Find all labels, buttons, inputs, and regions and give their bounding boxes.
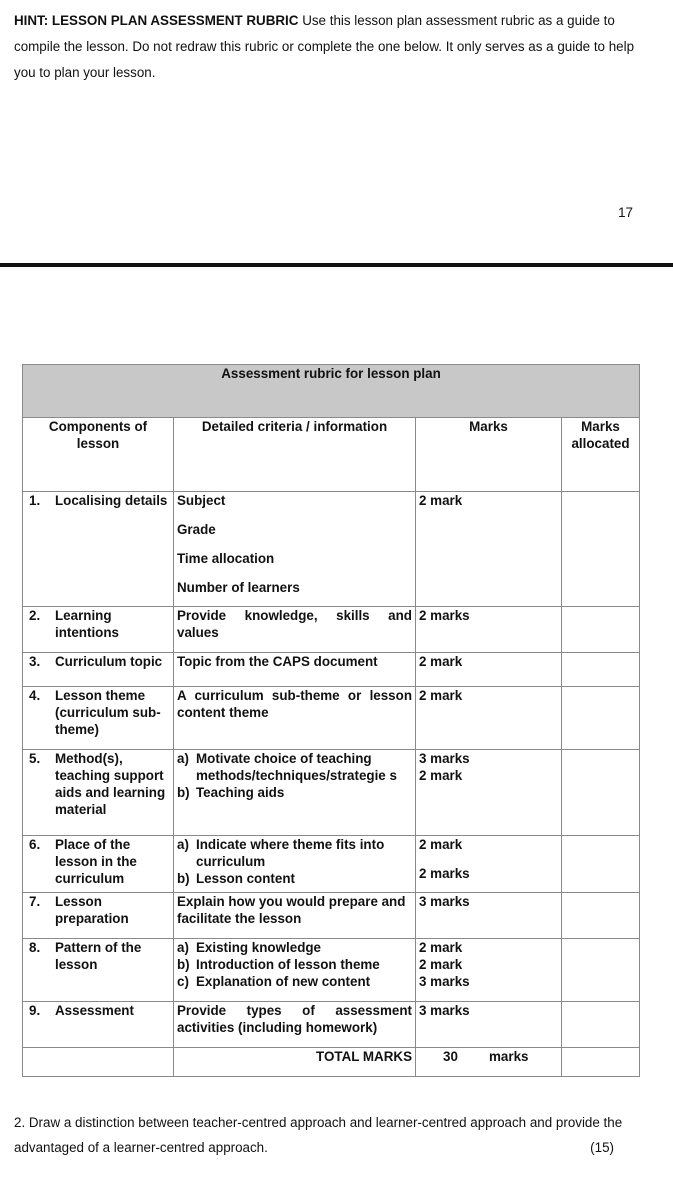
table-row bbox=[23, 750, 640, 836]
total-allocated-cell bbox=[562, 1048, 640, 1077]
criteria-cell bbox=[174, 653, 416, 687]
marks-cell bbox=[416, 687, 562, 750]
criteria-item: Provide types of assessment activities (including homework) bbox=[177, 1003, 412, 1035]
component-cell bbox=[23, 492, 174, 607]
component-cell bbox=[23, 836, 174, 893]
criteria-letter: a) bbox=[177, 837, 189, 852]
criteria-item bbox=[177, 750, 412, 784]
marks-value: 3 marks bbox=[419, 894, 470, 909]
criteria-letter: b) bbox=[177, 785, 190, 800]
table-row bbox=[23, 836, 640, 893]
page-number: 17 bbox=[618, 205, 633, 220]
table-row bbox=[23, 1002, 640, 1048]
table-row bbox=[23, 687, 640, 750]
question-2-marks: (15) bbox=[590, 1140, 614, 1155]
marks-allocated-cell bbox=[562, 607, 640, 653]
criteria-item: Topic from the CAPS document bbox=[177, 654, 378, 669]
criteria-item bbox=[177, 836, 412, 870]
hint-paragraph bbox=[14, 8, 654, 86]
marks-value: 2 marks bbox=[419, 608, 470, 623]
hint-label: HINT: LESSON PLAN ASSESSMENT RUBRIC bbox=[14, 13, 299, 28]
marks-allocated-cell bbox=[562, 1002, 640, 1048]
header-marks: Marks bbox=[416, 418, 562, 492]
component-cell bbox=[23, 893, 174, 939]
marks-allocated-cell bbox=[562, 687, 640, 750]
row-number: 6. bbox=[29, 837, 41, 852]
criteria-item bbox=[177, 870, 412, 887]
criteria-cell bbox=[174, 1002, 416, 1048]
criteria-cell bbox=[174, 836, 416, 893]
criteria-cell bbox=[174, 750, 416, 836]
total-unit: marks bbox=[489, 1049, 529, 1064]
total-label: TOTAL MARKS bbox=[174, 1048, 416, 1077]
table-row bbox=[23, 607, 640, 653]
component-label: Lesson theme (curriculum sub-theme) bbox=[55, 688, 161, 737]
marks-allocated-cell bbox=[562, 653, 640, 687]
component-label: Place of the lesson in the curriculum bbox=[55, 837, 137, 886]
table-row bbox=[23, 492, 640, 607]
criteria-text: Introduction of lesson theme bbox=[196, 957, 380, 972]
marks-value: 2 mark bbox=[419, 493, 463, 508]
criteria-cell bbox=[174, 492, 416, 607]
criteria-text: Lesson content bbox=[196, 871, 295, 886]
component-cell bbox=[23, 750, 174, 836]
row-number: 8. bbox=[29, 940, 41, 955]
criteria-item bbox=[177, 939, 412, 956]
marks-value: 2 mark bbox=[419, 688, 463, 703]
table-row bbox=[23, 893, 640, 939]
criteria-item: Explain how you would prepare and facilitate the lesson bbox=[177, 894, 406, 926]
criteria-text: Motivate choice of teaching methods/techniques/strategie s bbox=[196, 751, 397, 783]
marks-allocated-cell bbox=[562, 492, 640, 607]
total-value: 30 bbox=[443, 1049, 458, 1064]
question-2-text: 2. Draw a distinction between teacher-centred approach and learner-centred approach and provide the advantaged of a learner-centred approach. bbox=[14, 1115, 623, 1155]
marks-value: 2 marks bbox=[419, 866, 470, 881]
horizontal-rule bbox=[0, 263, 673, 267]
marks-allocated-cell bbox=[562, 750, 640, 836]
hint-text: Use this lesson plan assessment rubric as a guide to compile the lesson. Do not redraw this rubric or complete the one below. It only serves as a guide to help you to plan your lesson. bbox=[14, 13, 635, 80]
criteria-letter: a) bbox=[177, 940, 189, 955]
criteria-item: Time allocation bbox=[177, 551, 275, 566]
marks-cell bbox=[416, 492, 562, 607]
marks-value: 3 marks bbox=[419, 751, 470, 766]
question-2 bbox=[14, 1110, 624, 1160]
criteria-item: Grade bbox=[177, 522, 216, 537]
criteria-letter: a) bbox=[177, 751, 189, 766]
criteria-item: Number of learners bbox=[177, 580, 300, 595]
marks-cell bbox=[416, 939, 562, 1002]
criteria-item: Subject bbox=[177, 493, 226, 508]
row-number: 5. bbox=[29, 751, 41, 766]
marks-value: 2 mark bbox=[419, 768, 463, 783]
row-number: 9. bbox=[29, 1003, 41, 1018]
table-header-row bbox=[23, 418, 640, 492]
table-title: Assessment rubric for lesson plan bbox=[23, 365, 640, 418]
component-label: Assessment bbox=[55, 1003, 134, 1018]
component-label: Lesson preparation bbox=[55, 894, 129, 926]
marks-cell bbox=[416, 1002, 562, 1048]
header-allocated: Marks allocated bbox=[562, 418, 640, 492]
row-number: 2. bbox=[29, 608, 41, 623]
criteria-letter: b) bbox=[177, 957, 190, 972]
marks-cell bbox=[416, 607, 562, 653]
table-title-row bbox=[23, 365, 640, 418]
marks-value: 2 mark bbox=[419, 654, 463, 669]
criteria-text: Existing knowledge bbox=[196, 940, 322, 955]
component-label: Localising details bbox=[55, 493, 168, 508]
component-cell bbox=[23, 607, 174, 653]
row-number: 1. bbox=[29, 493, 41, 508]
criteria-cell bbox=[174, 607, 416, 653]
criteria-item bbox=[177, 956, 412, 973]
total-row bbox=[23, 1048, 640, 1077]
criteria-letter: c) bbox=[177, 974, 189, 989]
criteria-text: Teaching aids bbox=[196, 785, 285, 800]
criteria-cell bbox=[174, 893, 416, 939]
marks-allocated-cell bbox=[562, 939, 640, 1002]
marks-value: 2 mark bbox=[419, 940, 463, 955]
header-components: Components of lesson bbox=[23, 418, 174, 492]
assessment-rubric-table bbox=[22, 364, 640, 1077]
marks-value: 2 mark bbox=[419, 957, 463, 972]
component-cell bbox=[23, 687, 174, 750]
marks-cell bbox=[416, 893, 562, 939]
criteria-letter: b) bbox=[177, 871, 190, 886]
marks-allocated-cell bbox=[562, 893, 640, 939]
marks-value: 2 mark bbox=[419, 837, 463, 852]
criteria-item: A curriculum sub-theme or lesson content theme bbox=[177, 688, 412, 720]
criteria-cell bbox=[174, 939, 416, 1002]
table-row bbox=[23, 939, 640, 1002]
component-label: Curriculum topic bbox=[55, 654, 163, 669]
marks-cell bbox=[416, 836, 562, 893]
criteria-cell bbox=[174, 687, 416, 750]
row-number: 7. bbox=[29, 894, 41, 909]
component-cell bbox=[23, 939, 174, 1002]
marks-cell bbox=[416, 750, 562, 836]
criteria-text: Indicate where theme fits into curriculum bbox=[196, 837, 385, 869]
criteria-item bbox=[177, 973, 412, 990]
component-label: Method(s), teaching support aids and learning material bbox=[55, 751, 166, 817]
criteria-text: Explanation of new content bbox=[196, 974, 371, 989]
component-cell bbox=[23, 653, 174, 687]
header-criteria: Detailed criteria / information bbox=[174, 418, 416, 492]
criteria-item bbox=[177, 784, 412, 801]
row-number: 4. bbox=[29, 688, 41, 703]
component-cell bbox=[23, 1002, 174, 1048]
component-label: Learning intentions bbox=[55, 608, 119, 640]
marks-cell bbox=[416, 653, 562, 687]
marks-allocated-cell bbox=[562, 836, 640, 893]
component-label: Pattern of the lesson bbox=[55, 940, 142, 972]
marks-value: 3 marks bbox=[419, 974, 470, 989]
row-number: 3. bbox=[29, 654, 41, 669]
table-row bbox=[23, 653, 640, 687]
marks-value: 3 marks bbox=[419, 1003, 470, 1018]
criteria-item: Provide knowledge, skills and values bbox=[177, 608, 412, 640]
